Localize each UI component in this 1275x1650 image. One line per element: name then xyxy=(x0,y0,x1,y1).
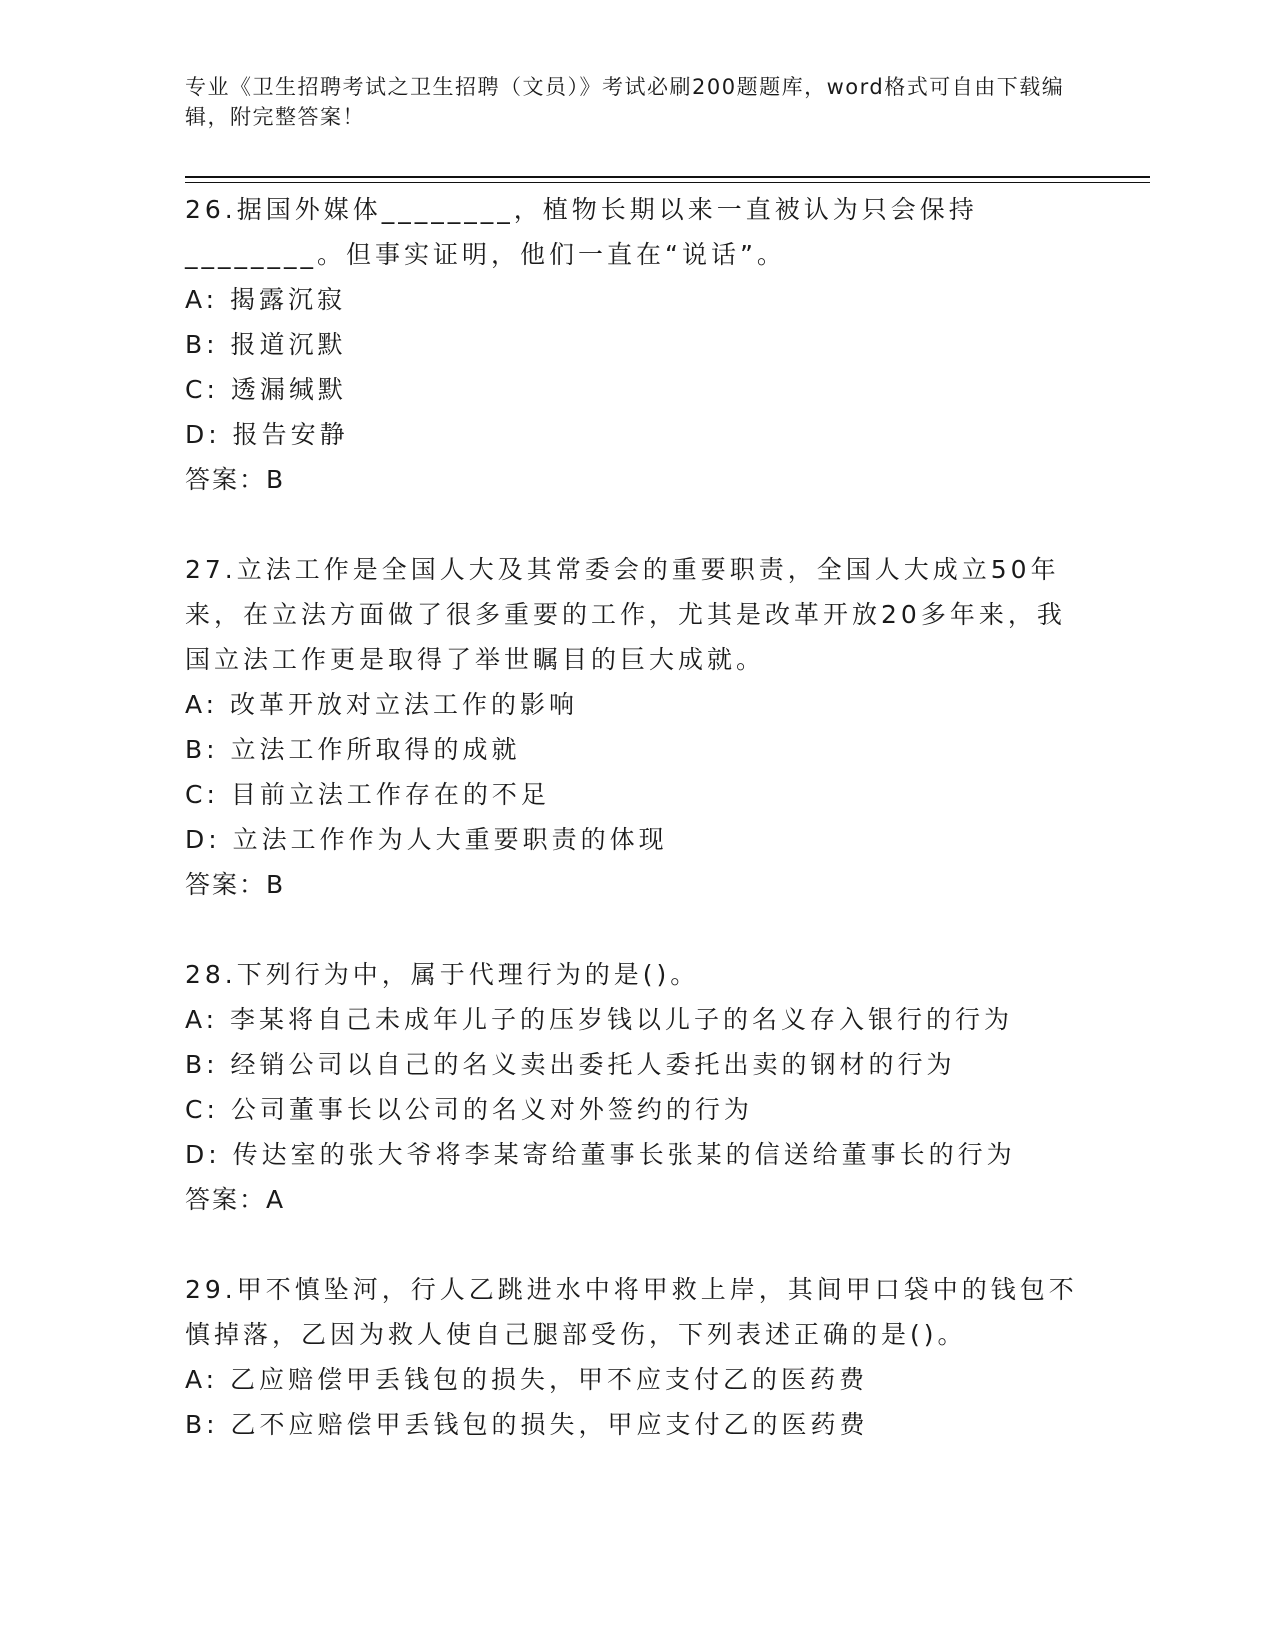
option-c: C: 目前立法工作存在的不足 xyxy=(185,780,550,809)
option-a: A: 揭露沉寂 xyxy=(185,285,347,314)
answer: 答案：A xyxy=(185,1185,286,1214)
answer: 答案：B xyxy=(185,465,286,494)
question-list xyxy=(185,187,1085,1447)
question-29 xyxy=(185,1267,1085,1447)
option-b: B: 经销公司以自己的名义卖出委托人委托出卖的钢材的行为 xyxy=(185,1050,956,1079)
question-stem: 28.下列行为中，属于代理行为的是()。 xyxy=(185,960,700,989)
answer: 答案：B xyxy=(185,870,286,899)
question-stem: 29.甲不慎坠河，行人乙跳进水中将甲救上岸，其间甲口袋中的钱包不慎掉落，乙因为救人使自己腿部受伤，下列表述正确的是()。 xyxy=(185,1275,1078,1349)
option-d: D: 传达室的张大爷将李某寄给董事长张某的信送给董事长的行为 xyxy=(185,1140,1016,1169)
spacer xyxy=(185,502,1085,547)
option-c: C: 透漏缄默 xyxy=(185,375,347,404)
question-stem: 27.立法工作是全国人大及其常委会的重要职责，全国人大成立50年来，在立法方面做了很多重要的工作，尤其是改革开放20多年来，我国立法工作更是取得了举世瞩目的巨大成就。 xyxy=(185,555,1066,674)
spacer xyxy=(185,1222,1085,1267)
question-26 xyxy=(185,187,1085,502)
option-b: B: 立法工作所取得的成就 xyxy=(185,735,521,764)
option-b: B: 报道沉默 xyxy=(185,330,347,359)
question-28 xyxy=(185,952,1085,1222)
question-27 xyxy=(185,547,1085,907)
document-header: 专业《卫生招聘考试之卫生招聘（文员）》考试必刷200题题库，word格式可自由下载编辑，附完整答案！ xyxy=(185,75,1065,129)
option-b: B: 乙不应赔偿甲丢钱包的损失，甲应支付乙的医药费 xyxy=(185,1410,869,1439)
option-a: A: 乙应赔偿甲丢钱包的损失，甲不应支付乙的医药费 xyxy=(185,1365,869,1394)
header-divider-thin xyxy=(185,182,1150,183)
option-c: C: 公司董事长以公司的名义对外签约的行为 xyxy=(185,1095,753,1124)
question-stem: 26.据国外媒体________，植物长期以来一直被认为只会保持________。但事实证明，他们一直在“说话”。 xyxy=(185,195,978,269)
option-a: A: 改革开放对立法工作的影响 xyxy=(185,690,579,719)
header-divider-thick xyxy=(185,176,1150,178)
option-d: D: 立法工作作为人大重要职责的体现 xyxy=(185,825,668,854)
option-a: A: 李某将自己未成年儿子的压岁钱以儿子的名义存入银行的行为 xyxy=(185,1005,1014,1034)
option-d: D: 报告安静 xyxy=(185,420,349,449)
spacer xyxy=(185,907,1085,952)
